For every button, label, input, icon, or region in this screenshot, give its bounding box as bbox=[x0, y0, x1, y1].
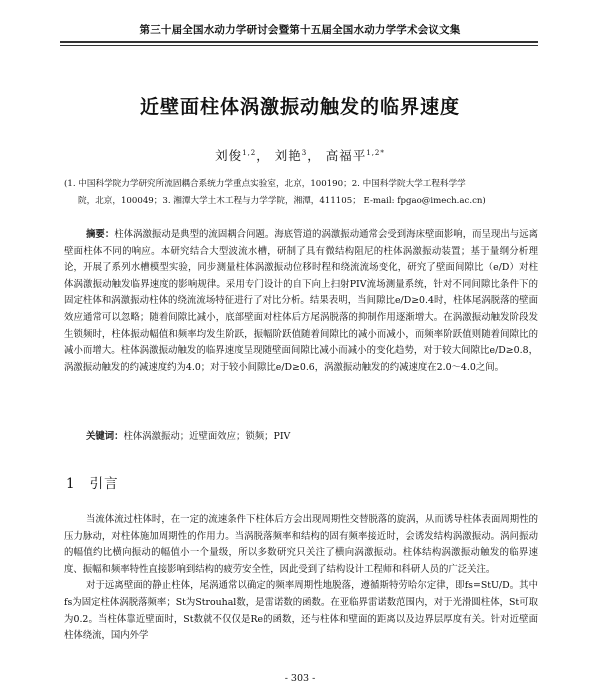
author-name: 刘俊 bbox=[215, 148, 243, 163]
section-title: 引言 bbox=[89, 476, 119, 492]
section-body bbox=[64, 512, 538, 645]
header-rule bbox=[60, 41, 538, 46]
section-number: 1 bbox=[66, 476, 76, 492]
affiliations bbox=[64, 176, 550, 210]
abstract bbox=[64, 227, 538, 376]
running-header: 第三十届全国水动力学研讨会暨第十五届全国水动力学学术会议文集 bbox=[139, 24, 461, 36]
author-affiliation-mark: 3 bbox=[301, 148, 308, 157]
paper-title: 近壁面柱体涡激振动触发的临界速度 bbox=[139, 96, 460, 118]
body-paragraph: 当流体流过柱体时，在一定的流速条件下柱体后方会出现周期性交替脱落的旋涡，从而诱导柱体表面周期性的压力脉动，对柱体施加周期性的作用力。当涡脱落频率和结构的固有频率接近时，会诱发结构涡激振动。涡问振动的幅值约比横向振动的幅值小一个量级，所以多数研究只关注了横向涡激振动。柱体结构涡激振动触发的临界速度、振幅和频率特性直接影响到结构的疲劳安全性，因此受到了结构设计工程师和科研人员的广泛关注。 bbox=[64, 514, 538, 575]
body-paragraph: 对于远离壁面的静止柱体，尾涡通常以确定的频率周期性地脱落，遵循斯特劳哈尔定律，即fs=StU/D。其中fs为固定柱体涡脱落频率；St为Strouhal数，是雷诺数的函数。在亚临界雷诺数范围内，对于光滑圆柱体，St可取为0.2。当柱体靠近壁面时，St数就不仅仅是Re的函数，还与柱体和壁面的距离以及边界层厚度有关。针对近壁面柱体绕流，国内外学 bbox=[64, 580, 538, 642]
author-name: 刘艳 bbox=[274, 148, 302, 163]
author-name: 高福平 bbox=[325, 148, 367, 163]
author-list bbox=[60, 146, 540, 164]
keywords-text: 柱体涡激振动；近壁面效应；锁频；PIV bbox=[123, 431, 291, 442]
abstract-label: 摘要： bbox=[86, 229, 115, 240]
affiliation-line: 院，北京，100049；3. 湘潭大学土木工程与力学学院，湘潭，411105； E-mail: fpgao@imech.ac.cn) bbox=[78, 196, 486, 206]
author-separator: ， bbox=[256, 148, 270, 163]
section-heading bbox=[66, 472, 119, 492]
author-separator: ， bbox=[307, 148, 321, 163]
page-number: - 303 - bbox=[284, 673, 316, 684]
author-affiliation-mark: 1,2 bbox=[242, 148, 257, 157]
keywords-label: 关键词： bbox=[86, 431, 124, 442]
affiliation-line: (1. 中国科学院力学研究所流固耦合系统力学重点实验室，北京，100190；2. 中国科学院大学工程科学学 bbox=[64, 179, 466, 189]
author-affiliation-mark: 1,2* bbox=[366, 148, 385, 157]
keywords bbox=[86, 429, 538, 445]
abstract-text: 柱体涡激振动是典型的流固耦合问题。海底管道的涡激振动通常会受到海床壁面影响，而呈现出与远离壁面柱体不同的响应。本研究结合大型波流水槽，研制了具有微结构阻尼的柱体涡激振动装置；基于量纲分析理论，开展了系列水槽模型实验，同步测量柱体涡激振动位移时程和绕流流场变化，研究了壁面间隙比（e/D）对柱体涡激振动触发临界速度的影响规律。采用专门设计的自下向上扫射PIV流场测量系统，针对不同间隙比条件下的固定柱体和涡激振动柱体的绕流流场特征进行了对比分析。结果表明，当间隙比e/D≥0.4时，柱体尾涡脱落的壁面效应通常可以忽略；随着间隙比减小，底部壁面对柱体后方尾涡脱落的抑制作用逐渐增大。在涡激振动触发阶段发生锁频时，柱体振动幅值和频率均发生阶跃，振幅阶跃值随着间隙比的减小而减小，而频率阶跃值则随着间隙比的减小而增大。柱体涡激振动触发的临界速度呈现随壁面间隙比减小而减小的变化趋势，对于较大间隙比e/D≥0.8，涡激振动触发的约减速度约为4.0；对于较小间隙比e/D≥0.6，涡激振动触发的约减速度在2.0～4.0之间。 bbox=[64, 229, 538, 373]
